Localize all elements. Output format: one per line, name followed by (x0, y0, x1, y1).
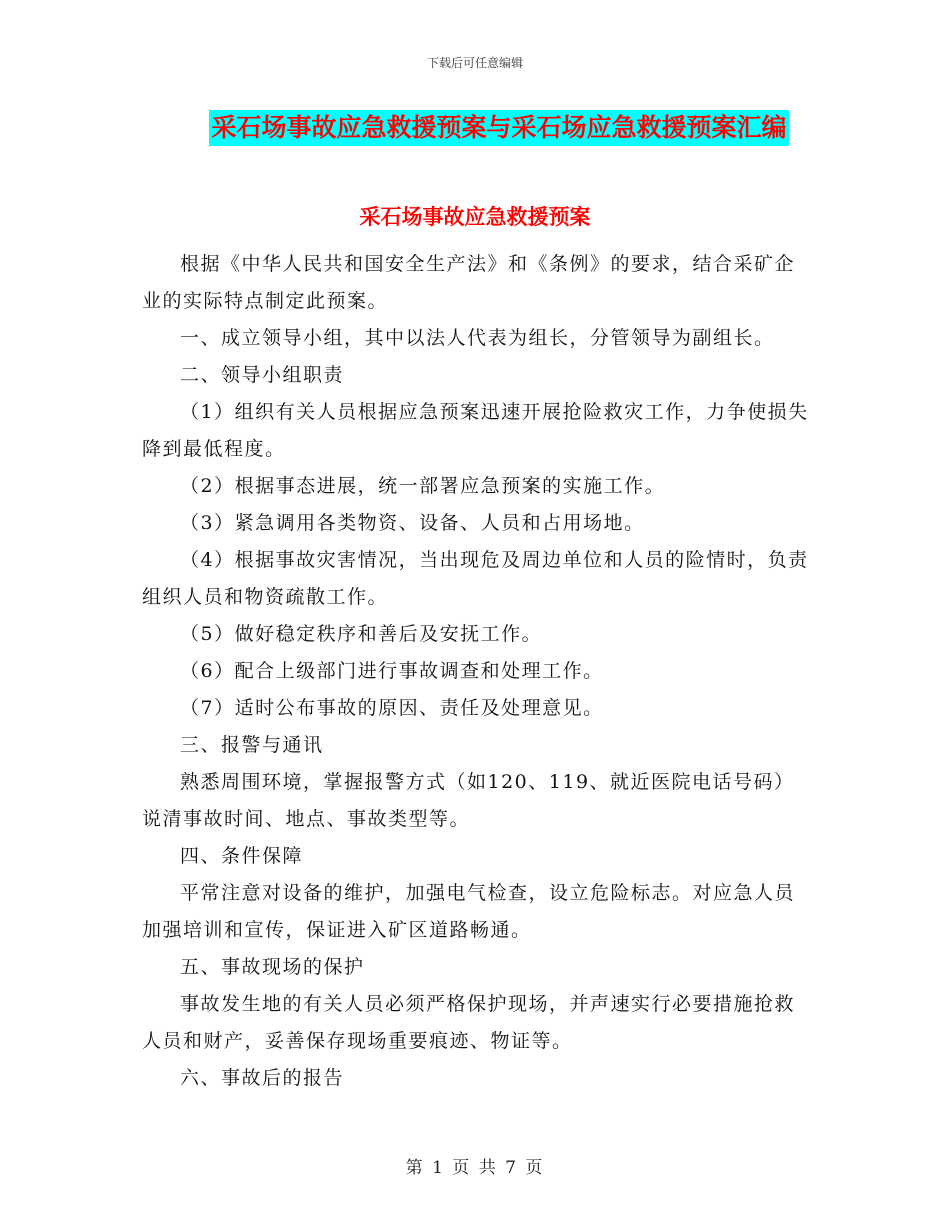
paragraph: 一、成立领导小组，其中以法人代表为组长，分管领导为副组长。 (180, 327, 775, 349)
paragraph: 三、报警与通讯 (180, 734, 324, 756)
document-main-title: 采石场事故应急救援预案与采石场应急救援预案汇编 (209, 110, 788, 146)
paragraph: （6）配合上级部门进行事故调查和处理工作。 (180, 660, 604, 682)
main-title-container (0, 110, 950, 146)
paragraph: （5）做好稳定秩序和善后及安抚工作。 (180, 623, 543, 645)
document-body (142, 246, 812, 1097)
paragraph: 根据《中华人民共和国安全生产法》和《条例》的要求，结合采矿企业的实际特点制定此预案。 (142, 253, 796, 312)
paragraph: 六、事故后的报告 (180, 1067, 345, 1089)
paragraph: 平常注意对设备的维护，加强电气检查，设立危险标志。对应急人员加强培训和宣传，保证进入矿区道路畅通。 (142, 882, 796, 941)
page-number: 第 1 页 共 7 页 (405, 1158, 545, 1178)
paragraph: （4）根据事故灾害情况，当出现危及周边单位和人员的险情时，负责组织人员和物资疏散工作。 (142, 549, 809, 608)
paragraph: 事故发生地的有关人员必须严格保护现场，并声速实行必要措施抢救人员和财产，妥善保存现场重要痕迹、物证等。 (142, 993, 796, 1052)
page-header: 下载后可任意编辑 (426, 56, 523, 70)
paragraph: 五、事故现场的保护 (180, 956, 365, 978)
section-title: 采石场事故应急救援预案 (359, 204, 591, 229)
paragraph: 熟悉周围环境，掌握报警方式（如120、119、就近医院电话号码）说清事故时间、地点、事故类型等。 (142, 771, 795, 830)
paragraph: 二、领导小组职责 (180, 364, 345, 386)
paragraph: （7）适时公布事故的原因、责任及处理意见。 (180, 697, 604, 719)
paragraph: （3）紧急调用各类物资、设备、人员和占用场地。 (180, 512, 645, 534)
paragraph: （2）根据事态进展，统一部署应急预案的实施工作。 (180, 475, 666, 497)
paragraph: 四、条件保障 (180, 845, 304, 867)
paragraph: （1）组织有关人员根据应急预案迅速开展抢险救灾工作，力争使损失降到最低程度。 (142, 401, 809, 460)
